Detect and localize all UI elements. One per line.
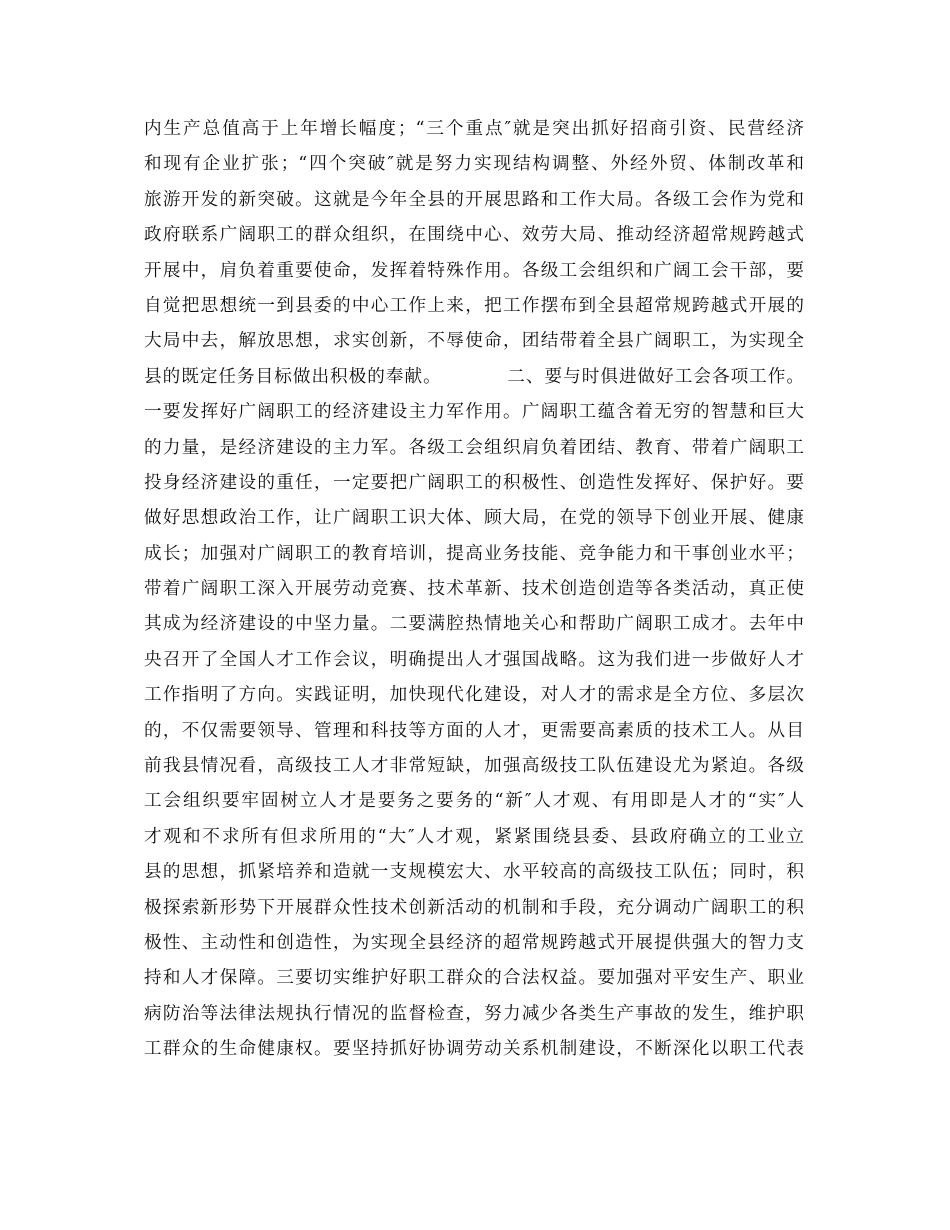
text-line: 自觉把思想统一到县委的中心工作上来，把工作摆布到全县超常规跨越式开展的	[144, 295, 804, 316]
text-line: 病防治等法律法规执行情况的监督检查，努力减少各类生产事故的发生，维护职	[144, 1003, 804, 1024]
text-line: 和现有企业扩张；“四个突破″就是努力实现结构调整、外经外贸、体制改革和	[144, 154, 804, 175]
text-line: 其成为经济建设的中坚力量。二要满腔热情地关心和帮助广阔职工成才。去年中	[144, 614, 804, 635]
text-line: 内生产总值高于上年增长幅度；“三个重点″就是突出抓好招商引资、民营经济	[144, 119, 804, 139]
text-line: 旅游开发的新突破。这就是今年全县的开展思路和工作大局。各级工会作为党和	[144, 189, 804, 210]
text-line: 工群众的生命健康权。要坚持抓好协调劳动关系机制建设，不断深化以职工代表	[144, 1039, 804, 1060]
text-line: 带着广阔职工深入开展劳动竞赛、技术革新、技术创造创造等各类活动，真正使	[144, 579, 804, 600]
text-line: 央召开了全国人才工作会议，明确提出人才强国战略。这为我们进一步做好人才	[144, 649, 804, 670]
text-line: 工作指明了方向。实践证明，加快现代化建设，对人才的需求是全方位、多层次	[144, 685, 804, 706]
text-line: 的力量，是经济建设的主力军。各级工会组织肩负着团结、教育、带着广阔职工	[144, 437, 804, 458]
text-line: 开展中，肩负着重要使命，发挥着特殊作用。各级工会组织和广阔工会干部，要	[144, 260, 804, 281]
body-text	[144, 112, 804, 1068]
text-line: 工会组织要牢固树立人才是要务之要务的“新″人才观、有用即是人才的“实″人	[144, 791, 804, 812]
text-line: 极探索新形势下开展群众性技术创新活动的机制和手段，充分调动广阔职工的积	[144, 897, 804, 918]
text-line: 大局中去，解放思想，求实创新，不辱使命，团结带着全县广阔职工，为实现全	[144, 331, 804, 352]
text-line: 县的既定任务目标做出积极的奉献。 二、要与时俱进做好工会各项工作。	[144, 366, 804, 387]
text-line: 才观和不求所有但求所用的“大″人才观，紧紧围绕县委、县政府确立的工业立	[144, 826, 804, 847]
text-line: 前我县情况看，高级技工人才非常短缺，加强高级技工队伍建设尤为紧迫。各级	[144, 756, 804, 777]
text-line: 投身经济建设的重任，一定要把广阔职工的积极性、创造性发挥好、保护好。要	[144, 472, 804, 493]
text-line: 持和人才保障。三要切实维护好职工群众的合法权益。要加强对平安生产、职业	[144, 968, 804, 989]
text-line: 县的思想，抓紧培养和造就一支规模宏大、水平较高的高级技工队伍；同时，积	[144, 862, 804, 883]
text-line: 一要发挥好广阔职工的经济建设主力军作用。广阔职工蕴含着无穷的智慧和巨大	[144, 402, 804, 423]
text-line: 成长；加强对广阔职工的教育培训，提高业务技能、竞争能力和干事创业水平；	[144, 543, 804, 564]
text-line: 政府联系广阔职工的群众组织，在围绕中心、效劳大局、推动经济超常规跨越式	[144, 225, 804, 246]
text-line: 极性、主动性和创造性，为实现全县经济的超常规跨越式开展提供强大的智力支	[144, 932, 804, 953]
text-line: 做好思想政治工作，让广阔职工识大体、顾大局，在党的领导下创业开展、健康	[144, 508, 804, 529]
text-line: 的，不仅需要领导、管理和科技等方面的人才，更需要高素质的技术工人。从目	[144, 720, 804, 741]
